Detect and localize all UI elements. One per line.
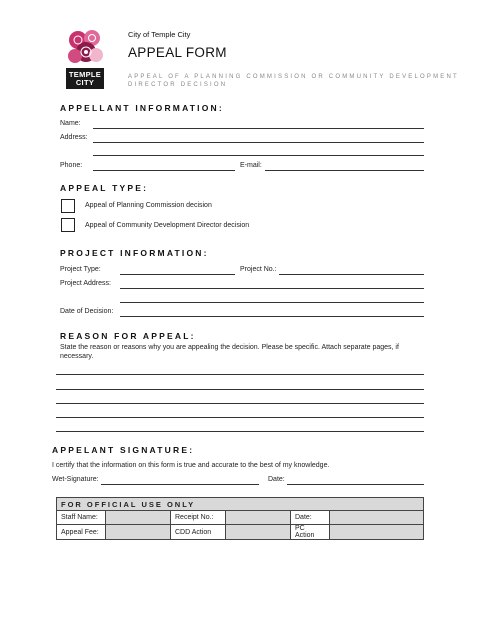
reason-field-line5[interactable] [56, 431, 424, 432]
signature-date-field[interactable] [287, 484, 424, 485]
appeal-fee-field[interactable] [106, 525, 171, 540]
phone-label: Phone: [60, 162, 83, 169]
org-name: City of Temple City [128, 30, 191, 39]
logo-text-line1: TEMPLE [68, 70, 102, 79]
reason-field-line3[interactable] [56, 403, 424, 404]
form-subtitle-line2: DIRECTOR DECISION [128, 82, 228, 88]
name-label: Name: [60, 120, 81, 127]
reason-field-line2[interactable] [56, 389, 424, 390]
planning-commission-checkbox[interactable] [61, 199, 75, 213]
appeal-type-heading: APPEAL TYPE: [60, 183, 149, 193]
appeal-fee-label: Appeal Fee: [57, 525, 106, 540]
phone-field[interactable] [93, 170, 235, 171]
signature-field[interactable] [101, 484, 259, 485]
reason-field-line4[interactable] [56, 417, 424, 418]
reason-instructions-line2: necessary. [60, 353, 94, 360]
pc-action-field[interactable] [330, 525, 424, 540]
signature-heading: APPELANT SIGNATURE: [52, 445, 195, 455]
reason-field-line1[interactable] [56, 374, 424, 375]
official-date-field[interactable] [330, 511, 424, 525]
planning-commission-option-label: Appeal of Planning Commission decision [85, 202, 212, 209]
project-address-label: Project Address: [60, 280, 111, 287]
date-of-decision-label: Date of Decision: [60, 308, 114, 315]
pc-action-label: PC Action [291, 525, 330, 540]
cdd-director-option-label: Appeal of Community Development Director decision [85, 222, 250, 229]
official-use-table [56, 497, 424, 540]
project-type-label: Project Type: [60, 266, 101, 273]
staff-name-label: Staff Name: [57, 511, 106, 525]
project-address-field-line2[interactable] [120, 302, 424, 303]
official-use-heading: FOR OFFICIAL USE ONLY [57, 498, 424, 511]
project-info-heading: PROJECT INFORMATION: [60, 248, 209, 258]
signature-date-label: Date: [268, 476, 285, 483]
name-field[interactable] [93, 128, 424, 129]
reason-instructions-line1: State the reason or reasons why you are appealing the decision. Please be specific. Attach separate pages, if [60, 344, 399, 351]
address-field-line1[interactable] [93, 142, 424, 143]
staff-name-field[interactable] [106, 511, 171, 525]
logo-text-line2: CITY [75, 78, 95, 87]
cdd-action-label: CDD Action [171, 525, 226, 540]
project-no-label: Project No.: [240, 266, 277, 273]
cdd-director-checkbox[interactable] [61, 218, 75, 232]
appellant-info-heading: APPELLANT INFORMATION: [60, 103, 224, 113]
email-label: E-mail: [240, 162, 262, 169]
date-of-decision-field[interactable] [120, 316, 424, 317]
address-label: Address: [60, 134, 88, 141]
flower-logo-icon [66, 28, 104, 68]
form-title: APPEAL FORM [128, 45, 227, 60]
official-date-label: Date: [291, 511, 330, 525]
receipt-no-field[interactable] [226, 511, 291, 525]
project-no-field[interactable] [279, 274, 424, 275]
receipt-no-label: Receipt No.: [171, 511, 226, 525]
city-logo [66, 28, 104, 89]
project-type-field[interactable] [120, 274, 235, 275]
reason-heading: REASON FOR APPEAL: [60, 331, 196, 341]
project-address-field-line1[interactable] [120, 288, 424, 289]
address-field-line2[interactable] [93, 155, 424, 156]
certify-statement: I certify that the information on this form is true and accurate to the best of my knowledge. [52, 462, 330, 469]
form-subtitle-line1: APPEAL OF A PLANNING COMMISSION OR COMMUNITY DEVELOPMENT [128, 74, 459, 80]
email-field[interactable] [265, 170, 424, 171]
cdd-action-field[interactable] [226, 525, 291, 540]
signature-label: Wet-Signature: [52, 476, 99, 483]
